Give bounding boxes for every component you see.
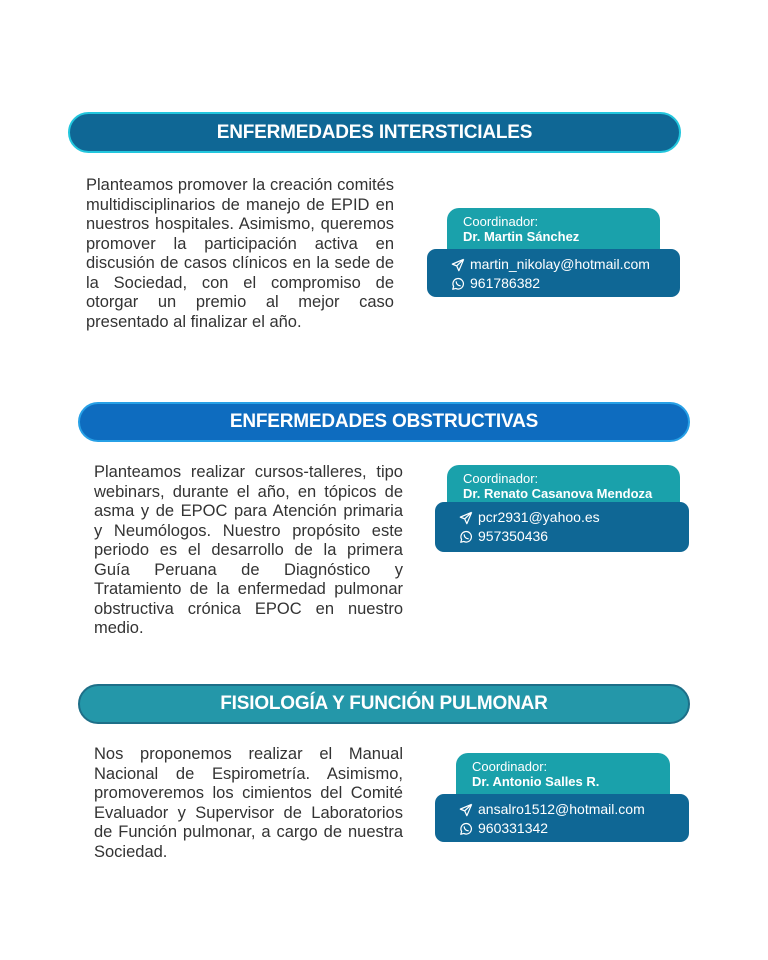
section-description-intersticiales: Planteamos promover la creación comités multidisciplinarios de manejo de EPID en nuestros hospitales. Asimismo, queremos promover la participación activa en discusión de casos clínicos en la sede de la Sociedad, con el compromiso de otorgar un premio al mejor caso presentado al finalizar el año.: [86, 176, 394, 331]
email-link[interactable]: pcr2931@yahoo.es: [478, 509, 600, 525]
coordinator-label: Coordinador:: [472, 759, 548, 774]
phone-number[interactable]: 957350436: [478, 528, 549, 544]
phone-number[interactable]: 960331342: [478, 820, 549, 836]
section-title-intersticiales: ENFERMEDADES INTERSTICIALES: [68, 112, 681, 153]
coordinator-name: Dr. Antonio Salles R.: [472, 774, 600, 789]
coordinator-label: Coordinador:: [463, 214, 539, 229]
section-title-obstructivas: ENFERMEDADES OBSTRUCTIVAS: [78, 402, 690, 442]
whatsapp-icon: [459, 530, 473, 544]
email-link[interactable]: ansalro1512@hotmail.com: [478, 801, 645, 817]
phone-row: [459, 819, 689, 838]
contact-box-intersticiales: [427, 249, 680, 297]
section-description-obstructivas: Planteamos realizar cursos-talleres, tipo webinars, durante el año, en tópicos de asma y de EPOC para Atención primaria y Neumólogos. Nuestro propósito este periodo es el desarrollo de la primera Guía Peruana de Diagnóstico y Tratamiento de la enfermedad pulmonar obstructiva crónica EPOC en nuestro medio.: [94, 463, 403, 637]
coordinator-tab-obstructivas: [447, 465, 680, 503]
email-row: [459, 800, 689, 819]
phone-row: [451, 274, 680, 293]
contact-box-obstructivas: [435, 502, 689, 552]
paper-plane-icon: [451, 258, 465, 272]
coordinator-name: Dr. Renato Casanova Mendoza: [463, 486, 653, 501]
whatsapp-icon: [451, 277, 465, 291]
paper-plane-icon: [459, 803, 473, 817]
email-link[interactable]: martin_nikolay@hotmail.com: [470, 256, 650, 272]
contact-box-fisiologia: [435, 794, 689, 842]
paper-plane-icon: [459, 511, 473, 525]
phone-row: [459, 527, 689, 546]
coordinator-name: Dr. Martin Sánchez: [463, 229, 580, 244]
email-row: [451, 255, 680, 274]
section-title-fisiologia: FISIOLOGÍA Y FUNCIÓN PULMONAR: [78, 684, 690, 724]
email-row: [459, 508, 689, 527]
section-description-fisiologia: Nos proponemos realizar el Manual Nacional de Espirometría. Asimismo, promoveremos los cimientos del Comité Evaluador y Supervisor de Laboratorios de Función pulmonar, a cargo de nuestra Sociedad.: [94, 745, 403, 861]
coordinator-label: Coordinador:: [463, 471, 539, 486]
coordinator-tab-fisiologia: [456, 753, 670, 795]
phone-number[interactable]: 961786382: [470, 275, 541, 291]
whatsapp-icon: [459, 822, 473, 836]
coordinator-tab-intersticiales: [447, 208, 660, 250]
